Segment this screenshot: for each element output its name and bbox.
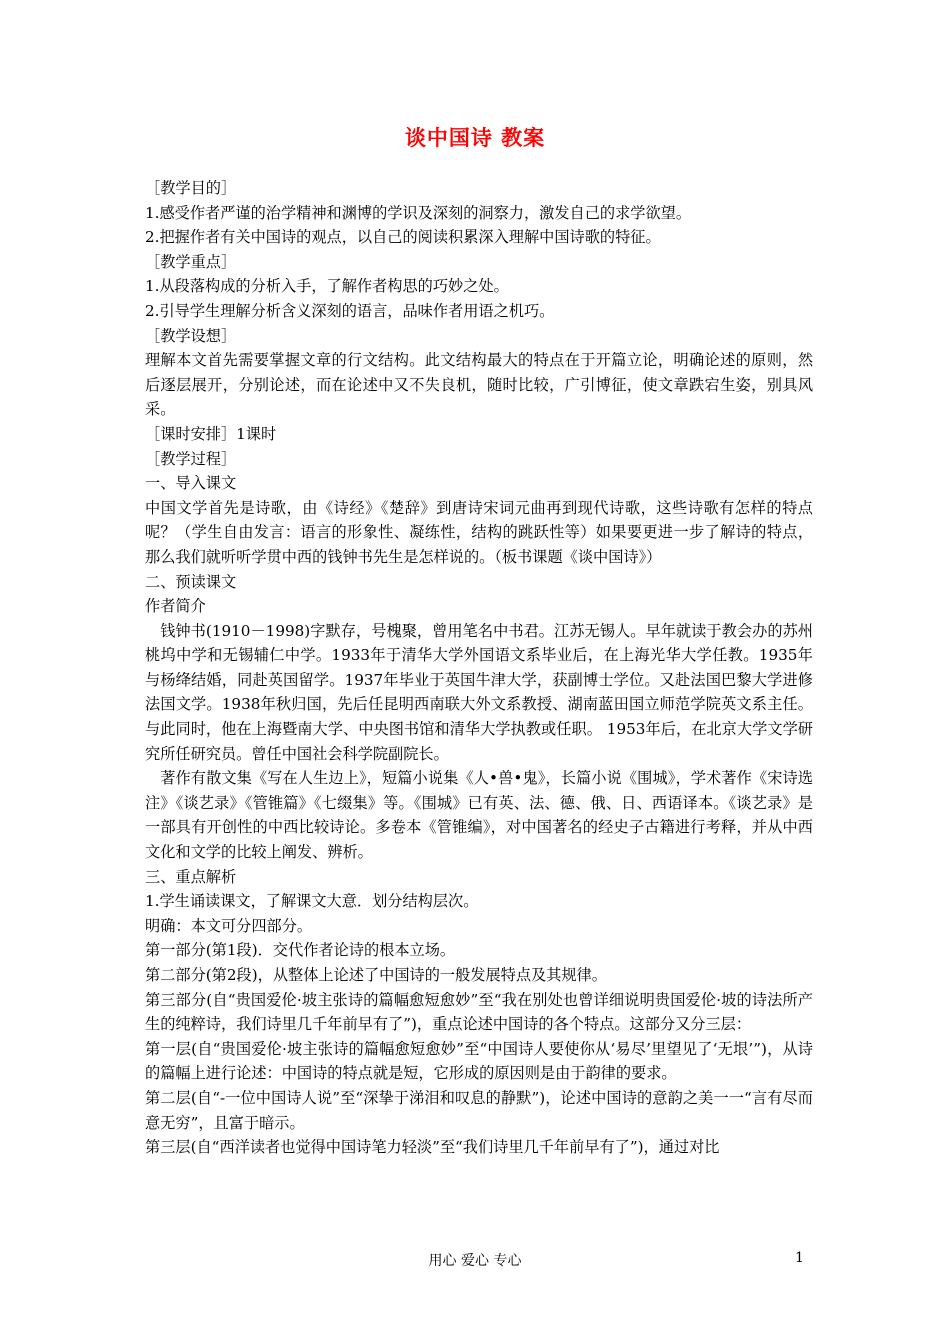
section-heading-focus: ［教学重点］ (145, 252, 237, 271)
structure-part-3: 第三部分(自“贵国爱伦·坡主张诗的篇幅愈短愈妙”至“我在别处也曾详细说明贵国爱伦·坡的诗法所产生的纯粹诗，我们诗里几千年前早有了”)，重点论述中国诗的各个特点。这部分又分三层： (145, 990, 813, 1034)
analysis-item-1: 1.学生诵读课文，了解课文大意．划分结构层次。 (145, 892, 479, 911)
structure-part-1: 第一部分(第1段)．交代作者论诗的根本立场。 (145, 941, 456, 960)
document-title: 谈中国诗 教案 (404, 126, 546, 150)
subheading-preview: 二、预读课文 (145, 572, 237, 591)
objective-item-1: 1.感受作者严谨的治学精神和渊博的学识及深刻的洞察力，激发自己的求学欲望。 (145, 203, 692, 222)
structure-part-2: 第二部分(第2段)，从整体上论述了中国诗的一般发展特点及其规律。 (145, 966, 607, 984)
subheading-author-intro: 作者简介 (145, 597, 206, 616)
subheading-introduction: 一、导入课文 (145, 474, 237, 493)
section-heading-schedule: ［课时安排］1课时 (145, 424, 277, 443)
author-works-paragraph: 著作有散文集《写在人生边上》，短篇小说集《人•兽•鬼》，长篇小说《围城》，学术著作《宋诗选注》《谈艺录》《管锥篇》《七缀集》等。《围城》已有英、法、德、俄、日、西语译本。《谈艺录》是一部具有开创性的中西比较诗论。多卷本《管锥编》，对中国著名的经史子古籍进行考释，并从中西文化和文学的比较上阐发、辨析。 (145, 769, 813, 862)
design-paragraph: 理解本文首先需要掌握文章的行文结构。此文结构最大的特点在于开篇立论，明确论述的原则，然后逐层展开，分别论述，而在论述中又不失良机，随时比较，广引博征，使文章跌宕生姿，别具风采。 (145, 351, 813, 419)
focus-item-1: 1.从段落构成的分析入手，了解作者构思的巧妙之处。 (145, 277, 509, 296)
introduction-paragraph: 中国文学首先是诗歌，由《诗经》《楚辞》到唐诗宋词元曲再到现代诗歌，这些诗歌有怎样的特点呢？（学生自由发言：语言的形象性、凝练性，结构的跳跃性等）如果要更进一步了解诗的特点，那么我们就听听学贯中西的钱钟书先生是怎样说的。（板书课题《谈中国诗》） (145, 498, 813, 566)
section-heading-objectives: ［教学目的］ (145, 179, 237, 197)
analysis-clarification: 明确：本文可分四部分。 (145, 916, 313, 935)
objective-item-2: 2.把握作者有关中国诗的观点，以自己的阅读积累深入理解中国诗歌的特征。 (145, 228, 661, 247)
page-number: 1 (795, 1250, 804, 1266)
structure-layer-2: 第二层(自“-一位中国诗人说”至“深挚于涕泪和叹息的静默”)，论述中国诗的意韵之美一一“言有尽而意无穷”，且富于暗示。 (145, 1088, 813, 1132)
structure-layer-3: 第三层(自“西洋读者也觉得中国诗笔力轻淡”至“我们诗里几千年前早有了”)，通过对比 (145, 1138, 720, 1157)
structure-layer-1: 第一层(自“贵国爱伦·坡主张诗的篇幅愈短愈妙”至“中国诗人要使你从‘易尽’里望见了‘无垠’”)，从诗的篇幅上进行论述：中国诗的特点就是短，它形成的原因则是由于韵律的要求。 (145, 1039, 813, 1083)
section-heading-process: ［教学过程］ (145, 449, 237, 468)
document-body (145, 176, 813, 1160)
subheading-key-analysis: 三、重点解析 (145, 867, 237, 886)
focus-item-2: 2.引导学生理解分析含义深刻的语言，品味作者用语之机巧。 (145, 301, 555, 320)
section-heading-design: ［教学设想］ (145, 326, 237, 345)
footer-motto: 用心 爱心 专心 (428, 1253, 522, 1269)
author-bio-paragraph: 钱钟书(1910－1998)字默存，号槐聚，曾用笔名中书君。江苏无锡人。早年就读于教会办的苏州桃坞中学和无锡辅仁中学。1933年于清华大学外国语文系毕业后，在上海光华大学任教。1935年与杨绛结婚，同赴英国留学。1937年毕业于英国牛津大学，获副博士学位。又赴法国巴黎大学进修法国文学。1938年秋归国，先后任昆明西南联大外文系教授、湖南蓝田国立师范学院英文系主任。与此同时，他在上海暨南大学、中央图书馆和清华大学执教或任职。 1953年后，在北京大学文学研究所任研究员。曾任中国社会科学院副院长。 (145, 621, 813, 763)
